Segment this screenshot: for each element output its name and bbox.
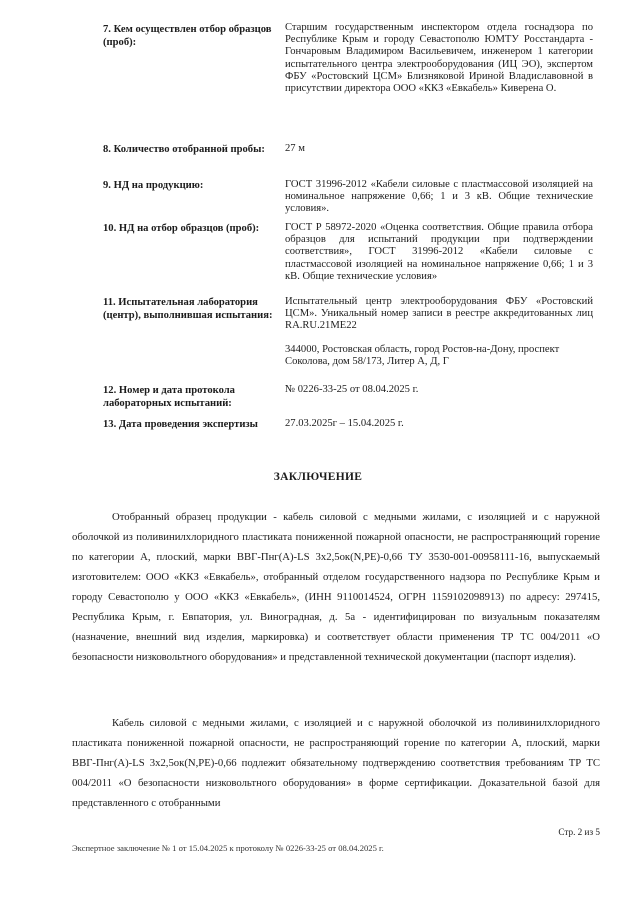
- field-value: Испытательный центр электрооборудования ФБУ «Ростовский ЦСМ». Уникальный номер записи в реестре аккредитованных лиц RA.RU.21МЕ22: [285, 296, 593, 332]
- page-number: Стр. 2 из 5: [558, 827, 600, 837]
- field-value: Старшим государственным инспектором отдела госнадзора по Республике Крым и городу Севастополю ЮМТУ Росстандарта - Гончаровым Владимиром Васильевичем, инженером 1 категории испытательного центра электрооборудования (ИЦ ЭО), экспертом ФБУ «Ростовский ЦСМ» Близняковой Ириной Владиславовной в присутствии директора ООО «ККЗ «Евкабель» Киверена О.: [285, 22, 593, 95]
- field-label: 7. Кем осуществлен отбор образцов (проб):: [103, 24, 272, 48]
- field-value: ГОСТ 31996-2012 «Кабели силовые с пластмассовой изоляцией на номинальное напряжение 0,66; 1 и 3 кВ. Общие технические условия».: [285, 179, 593, 215]
- conclusion-paragraph: Кабель силовой с медными жилами, с изоляцией и с наружной оболочкой из поливинилхлоридного пластиката пониженной пожарной опасности, не распространяющий горение по категории А, плоский, марки ВВГ-Пнг(А)-LS 3х2,5ок(N,PE)-0,66 подлежит обязательному подтверждению соответствия требованиям ТР ТС 004/2011 «О безопасности низковольтного оборудования» в форме сертификации. Доказательной базой для представленного с отобранными: [72, 717, 600, 809]
- field-label: 8. Количество отобранной пробы:: [103, 144, 265, 155]
- conclusion-heading: ЗАКЛЮЧЕНИЕ: [273, 471, 363, 483]
- page-footer: Экспертное заключение № 1 от 15.04.2025 к протоколу № 0226-33-25 от 08.04.2025 г.: [72, 843, 384, 853]
- field-label: 12. Номер и дата протокола лабораторных испытаний:: [103, 385, 235, 409]
- field-label: 10. НД на отбор образцов (проб):: [103, 223, 260, 234]
- field-value: № 0226-33-25 от 08.04.2025 г.: [285, 384, 419, 395]
- field-label: 11. Испытательная лаборатория (центр), выполнившая испытания:: [103, 297, 273, 321]
- conclusion-paragraph: Отобранный образец продукции - кабель силовой с медными жилами, с изоляцией и с наружной оболочкой из поливинилхлоридного пластиката пониженной пожарной опасности, не распространяющий горение по категории А, плоский, марки ВВГ-Пнг(А)-LS 3х2,5ок(N,PE)-0,66 ТУ 3530-001-00958111-16, выпускаемый изготовителем: ООО «ККЗ «Евкабель», отобранный отделом государственного надзора по Республике Крым и городу Севастополю у ООО «ККЗ «Евкабель», (ИНН 9110014524, ОГРН 1159102098913) по адресу: 297415, Республика Крым, г. Евпатория, ул. Виноградная, д. 5а - идентифицирован по визуальным показателям (назначение, внешний вид изделия, маркировка) и соответствует области применения ТР ТС 004/2011 «О безопасности низковольтного оборудования» и представленной технической документации (паспорт изделия).: [72, 511, 600, 663]
- field-value: 27.03.2025г – 15.04.2025 г.: [285, 418, 404, 429]
- field-value-address: 344000, Ростовская область, город Ростов-на-Дону, проспект Соколова, дом 58/173, Литер А, Д, Г: [285, 344, 560, 368]
- field-value: ГОСТ Р 58972-2020 «Оценка соответствия. Общие правила отбора образцов для испытаний продукции при подтверждении соответствия», ГОСТ 31996-2012 «Кабели силовые с пластмассовой изоляцией на номинальное напряжение 0,66; 1 и 3 кВ. Общие технические условия»: [285, 222, 593, 282]
- field-label: 9. НД на продукцию:: [103, 180, 204, 191]
- field-value: 27 м: [285, 143, 305, 154]
- field-label: 13. Дата проведения экспертизы: [103, 419, 258, 430]
